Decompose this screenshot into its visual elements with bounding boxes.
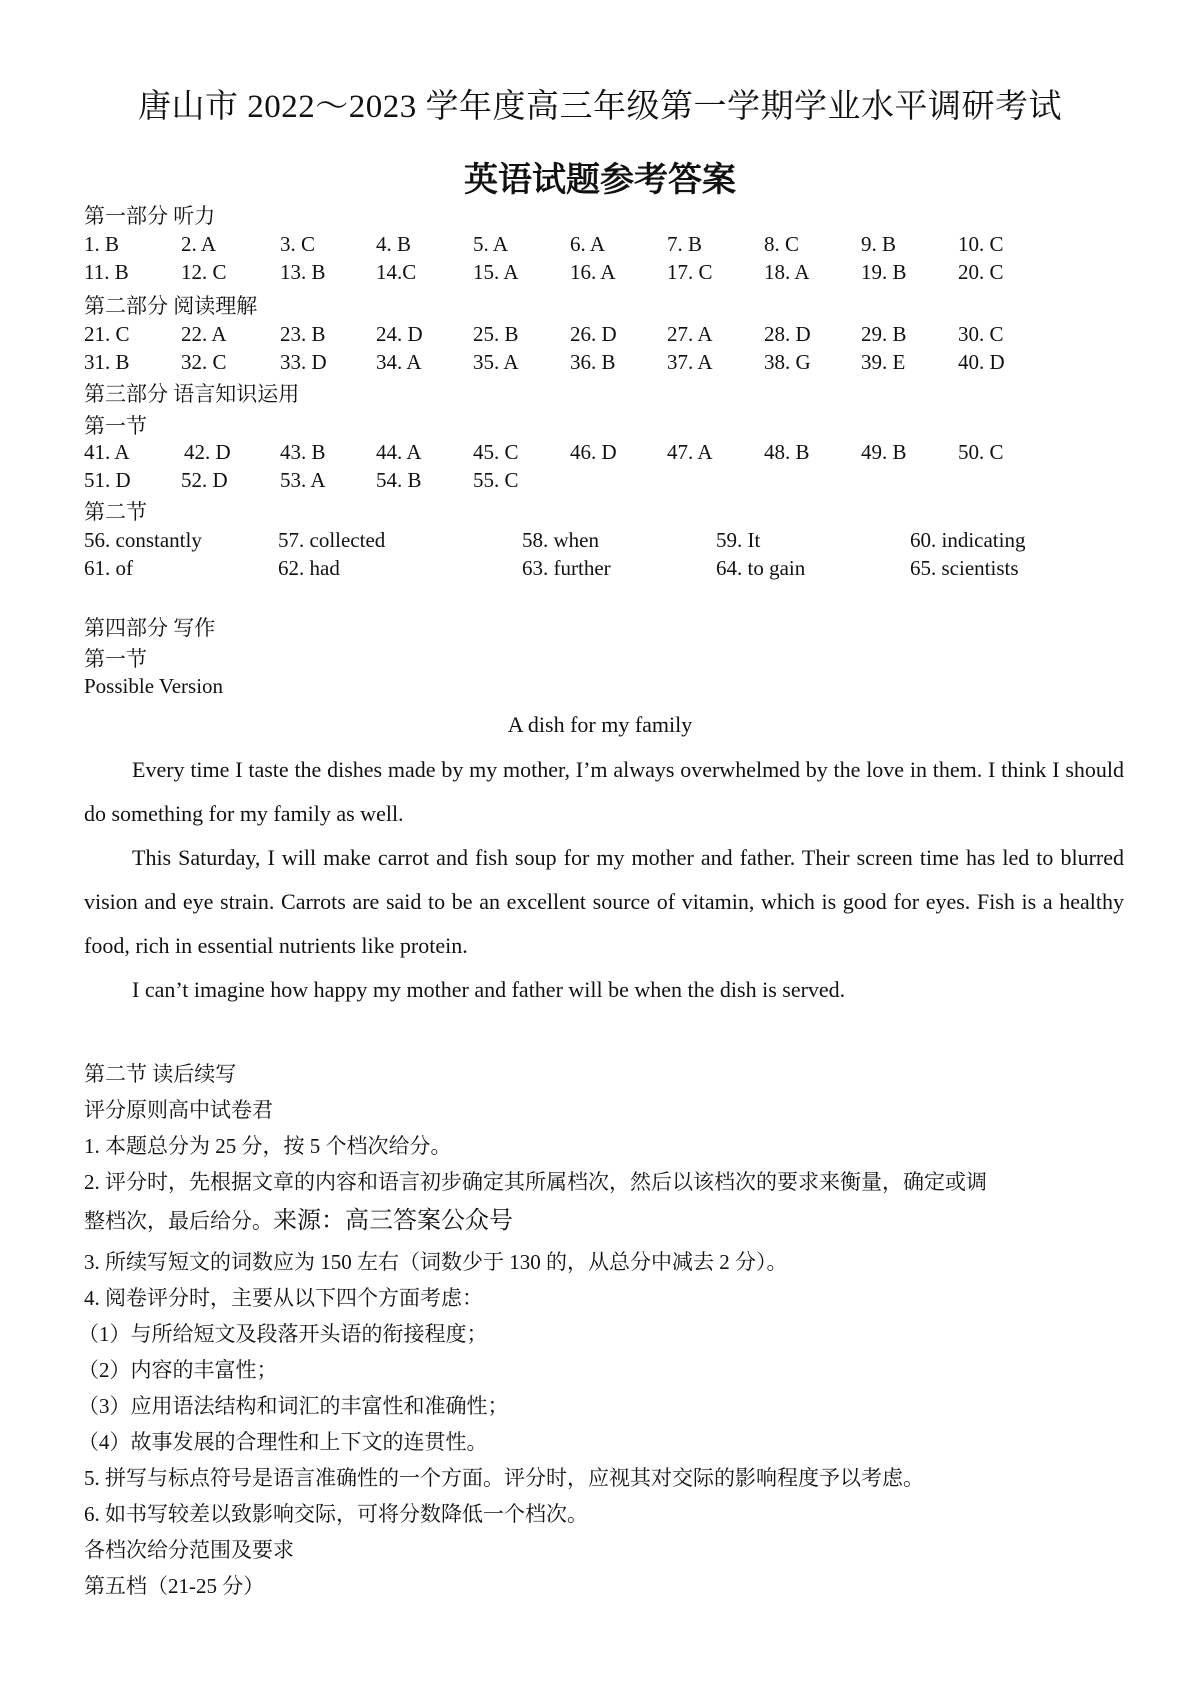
answer-item: 52. D bbox=[181, 468, 228, 492]
essay-paragraph-2: This Saturday, I will make carrot and fish soup for my mother and father. Their screen time has led to blurred vision and eye strain. Carrots are said to be an excellent source of vitamin, which is good for eyes. Fish is a healthy food, rich in essential nutrients like protein. bbox=[84, 845, 1124, 958]
essay-title: A dish for my family bbox=[507, 712, 693, 737]
answer-item: 60. indicating bbox=[910, 528, 1026, 552]
answer-item: 18. A bbox=[764, 260, 810, 284]
answer-item: 20. C bbox=[958, 260, 1004, 284]
answer-item: 38. G bbox=[764, 350, 811, 374]
answer-item: 57. collected bbox=[278, 528, 386, 552]
answer-item: 15. A bbox=[473, 260, 519, 284]
answer-item: 58. when bbox=[522, 528, 599, 552]
rule-2-line-2 bbox=[84, 1200, 513, 1235]
answer-item: 41. A bbox=[84, 440, 130, 464]
answer-item: 43. B bbox=[280, 440, 326, 464]
answer-item: 62. had bbox=[278, 556, 340, 580]
answer-item: 2. A bbox=[181, 232, 217, 256]
answer-item: 31. B bbox=[84, 350, 130, 374]
part4-section2-heading: 第二节 读后续写 bbox=[84, 1062, 237, 1086]
answer-item: 65. scientists bbox=[910, 556, 1019, 580]
rule-5: 5. 拼写与标点符号是语言准确性的一个方面。评分时，应视其对交际的影响程度予以考虑。 bbox=[84, 1466, 924, 1490]
answer-item: 29. B bbox=[861, 322, 907, 346]
answer-item: 63. further bbox=[522, 556, 611, 580]
document-title: 唐山市 2022～2023 学年度高三年级第一学期学业水平调研考试 bbox=[138, 89, 1062, 125]
answer-item: 35. A bbox=[473, 350, 519, 374]
rule-3: 3. 所续写短文的词数应为 150 左右（词数少于 130 的，从总分中减去 2 分）。 bbox=[84, 1250, 788, 1274]
answer-item: 37. A bbox=[667, 350, 713, 374]
answer-item: 47. A bbox=[667, 440, 713, 464]
rule-4-item-4: （4）故事发展的合理性和上下文的连贯性。 bbox=[78, 1430, 488, 1454]
answer-item: 23. B bbox=[280, 322, 326, 346]
rule-6: 6. 如书写较差以致影响交际，可将分数降低一个档次。 bbox=[84, 1502, 588, 1526]
answer-item: 45. C bbox=[473, 440, 519, 464]
rule-2-line-1: 2. 评分时，先根据文章的内容和语言初步确定其所属档次，然后以该档次的要求来衡量，确定或调 bbox=[84, 1170, 987, 1194]
answer-item: 64. to gain bbox=[716, 556, 806, 580]
rule-4-item-2: （2）内容的丰富性； bbox=[78, 1358, 278, 1382]
answer-item: 33. D bbox=[280, 350, 327, 374]
answer-item: 50. C bbox=[958, 440, 1004, 464]
answer-item: 56. constantly bbox=[84, 528, 202, 552]
answer-item: 44. A bbox=[376, 440, 422, 464]
answer-item: 46. D bbox=[570, 440, 617, 464]
essay-paragraph-1: Every time I taste the dishes made by my mother, I’m always overwhelmed by the love in them. I think I should do something for my family as well. bbox=[84, 757, 1124, 826]
answer-item: 39. E bbox=[861, 350, 906, 374]
part1-heading: 第一部分 听力 bbox=[84, 204, 216, 228]
part4-heading: 第四部分 写作 bbox=[84, 616, 216, 640]
answer-item: 34. A bbox=[376, 350, 422, 374]
answer-item: 54. B bbox=[376, 468, 422, 492]
answer-item: 22. A bbox=[181, 322, 227, 346]
scoring-principles-heading: 评分原则高中试卷君 bbox=[84, 1098, 273, 1122]
answer-item: 30. C bbox=[958, 322, 1004, 346]
part4-section1-heading: 第一节 bbox=[84, 647, 147, 671]
answer-item: 61. of bbox=[84, 556, 133, 580]
answer-item: 3. C bbox=[280, 232, 316, 256]
answer-item: 53. A bbox=[280, 468, 326, 492]
possible-version-label: Possible Version bbox=[84, 674, 224, 698]
answer-item: 51. D bbox=[84, 468, 131, 492]
answer-item: 10. C bbox=[958, 232, 1004, 256]
rule-1: 1. 本题总分为 25 分，按 5 个档次给分。 bbox=[84, 1134, 452, 1158]
answer-item: 32. C bbox=[181, 350, 227, 374]
answer-item: 16. A bbox=[570, 260, 616, 284]
part3-heading: 第三部分 语言知识运用 bbox=[84, 382, 300, 406]
answer-item: 24. D bbox=[376, 322, 423, 346]
answer-item: 49. B bbox=[861, 440, 907, 464]
answer-item: 19. B bbox=[861, 260, 907, 284]
rule-4: 4. 阅卷评分时，主要从以下四个方面考虑： bbox=[84, 1286, 483, 1310]
answer-item: 17. C bbox=[667, 260, 713, 284]
part3-section1-heading: 第一节 bbox=[84, 414, 147, 438]
answer-item: 25. B bbox=[473, 322, 519, 346]
answer-item: 36. B bbox=[570, 350, 616, 374]
answer-item: 14.C bbox=[376, 260, 417, 284]
source-watermark: 来源：高三答案公众号 bbox=[273, 1206, 513, 1234]
essay-paragraph-3: I can’t imagine how happy my mother and father will be when the dish is served. bbox=[132, 977, 846, 1002]
answer-item: 8. C bbox=[764, 232, 800, 256]
rule-2-text: 整档次，最后给分。 bbox=[84, 1209, 273, 1233]
band-5-heading: 第五档（21-25 分） bbox=[84, 1574, 265, 1598]
score-bands-heading: 各档次给分范围及要求 bbox=[84, 1538, 294, 1562]
answer-item: 7. B bbox=[667, 232, 703, 256]
answer-item: 48. B bbox=[764, 440, 810, 464]
part2-heading: 第二部分 阅读理解 bbox=[84, 294, 258, 318]
answer-item: 1. B bbox=[84, 232, 120, 256]
answer-item: 4. B bbox=[376, 232, 412, 256]
rule-4-item-3: （3）应用语法结构和词汇的丰富性和准确性； bbox=[78, 1394, 509, 1418]
answer-item: 26. D bbox=[570, 322, 617, 346]
answer-item: 9. B bbox=[861, 232, 897, 256]
answer-item: 55. C bbox=[473, 468, 519, 492]
answer-item: 28. D bbox=[764, 322, 811, 346]
answer-item: 27. A bbox=[667, 322, 713, 346]
answer-item: 21. C bbox=[84, 322, 130, 346]
answer-item: 5. A bbox=[473, 232, 509, 256]
answer-item: 59. It bbox=[716, 528, 761, 552]
answer-item: 6. A bbox=[570, 232, 606, 256]
rule-4-item-1: （1）与所给短文及段落开头语的衔接程度； bbox=[78, 1322, 488, 1346]
answer-item: 13. B bbox=[280, 260, 326, 284]
document-subtitle: 英语试题参考答案 bbox=[464, 160, 736, 200]
part3-section2-heading: 第二节 bbox=[84, 500, 147, 524]
answer-item: 11. B bbox=[84, 260, 129, 284]
answer-item: 40. D bbox=[958, 350, 1005, 374]
answer-item: 12. C bbox=[181, 260, 227, 284]
answer-item: 42. D bbox=[184, 440, 231, 464]
